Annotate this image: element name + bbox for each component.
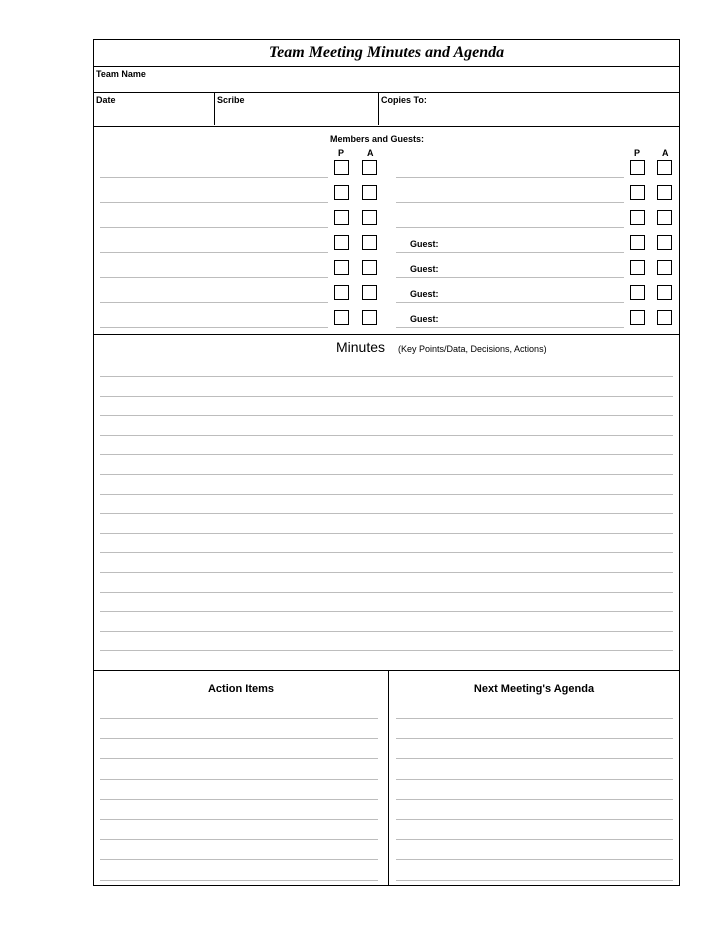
minutes-line[interactable]	[100, 454, 673, 455]
meeting-form	[93, 39, 680, 886]
present-checkbox[interactable]	[630, 310, 645, 325]
minutes-line[interactable]	[100, 494, 673, 495]
minutes-line[interactable]	[100, 435, 673, 436]
present-checkbox[interactable]	[334, 260, 349, 275]
member-name-line[interactable]	[100, 202, 328, 203]
present-checkbox[interactable]	[630, 210, 645, 225]
present-header: P	[634, 148, 641, 158]
member-name-line[interactable]	[396, 227, 624, 228]
minutes-line[interactable]	[100, 396, 673, 397]
minutes-line[interactable]	[100, 474, 673, 475]
copies-to-label: Copies To:	[381, 95, 427, 105]
agenda-item-line[interactable]	[396, 839, 673, 840]
next-agenda-title: Next Meeting's Agenda	[473, 683, 595, 695]
guest-label: Guest:	[410, 314, 439, 324]
absent-checkbox[interactable]	[657, 160, 672, 175]
absent-checkbox[interactable]	[657, 285, 672, 300]
minutes-title: Minutes	[336, 339, 386, 355]
absent-checkbox[interactable]	[657, 260, 672, 275]
action-item-line[interactable]	[100, 799, 378, 800]
member-name-line[interactable]	[396, 252, 624, 253]
minutes-subtitle: (Key Points/Data, Decisions, Actions)	[398, 344, 547, 354]
present-checkbox[interactable]	[334, 160, 349, 175]
minutes-line[interactable]	[100, 611, 673, 612]
action-item-line[interactable]	[100, 758, 378, 759]
member-name-line[interactable]	[100, 177, 328, 178]
member-name-line[interactable]	[396, 302, 624, 303]
absent-checkbox[interactable]	[657, 210, 672, 225]
agenda-item-line[interactable]	[396, 859, 673, 860]
guest-label: Guest:	[410, 239, 439, 249]
member-name-line[interactable]	[100, 277, 328, 278]
member-name-line[interactable]	[396, 277, 624, 278]
guest-label: Guest:	[410, 289, 439, 299]
agenda-item-line[interactable]	[396, 758, 673, 759]
action-item-line[interactable]	[100, 839, 378, 840]
present-checkbox[interactable]	[630, 185, 645, 200]
action-item-line[interactable]	[100, 779, 378, 780]
member-name-line[interactable]	[100, 302, 328, 303]
minutes-line[interactable]	[100, 650, 673, 651]
minutes-line[interactable]	[100, 415, 673, 416]
present-checkbox[interactable]	[334, 210, 349, 225]
member-name-line[interactable]	[100, 327, 328, 328]
member-name-line[interactable]	[396, 327, 624, 328]
member-name-line[interactable]	[396, 202, 624, 203]
team-name-label: Team Name	[96, 69, 146, 79]
absent-checkbox[interactable]	[657, 235, 672, 250]
minutes-line[interactable]	[100, 631, 673, 632]
agenda-item-line[interactable]	[396, 718, 673, 719]
minutes-line[interactable]	[100, 592, 673, 593]
agenda-item-line[interactable]	[396, 799, 673, 800]
form-title: Team Meeting Minutes and Agenda	[268, 44, 505, 61]
action-items-section	[94, 671, 388, 885]
absent-checkbox[interactable]	[362, 285, 377, 300]
absent-checkbox[interactable]	[362, 235, 377, 250]
minutes-line[interactable]	[100, 533, 673, 534]
member-name-line[interactable]	[396, 177, 624, 178]
absent-checkbox[interactable]	[362, 260, 377, 275]
present-checkbox[interactable]	[334, 185, 349, 200]
guest-label: Guest:	[410, 264, 439, 274]
absent-checkbox[interactable]	[362, 310, 377, 325]
action-item-line[interactable]	[100, 880, 378, 881]
absent-checkbox[interactable]	[362, 210, 377, 225]
action-item-line[interactable]	[100, 718, 378, 719]
absent-checkbox[interactable]	[362, 160, 377, 175]
action-item-line[interactable]	[100, 859, 378, 860]
absent-checkbox[interactable]	[657, 310, 672, 325]
present-checkbox[interactable]	[630, 260, 645, 275]
agenda-item-line[interactable]	[396, 779, 673, 780]
agenda-item-line[interactable]	[396, 738, 673, 739]
members-list	[94, 40, 679, 340]
action-item-line[interactable]	[100, 738, 378, 739]
present-header: P	[338, 148, 345, 158]
agenda-item-line[interactable]	[396, 880, 673, 881]
date-label: Date	[96, 95, 116, 105]
present-checkbox[interactable]	[334, 285, 349, 300]
action-items-title: Action Items	[207, 683, 274, 695]
absent-header: A	[662, 148, 669, 158]
agenda-item-line[interactable]	[396, 819, 673, 820]
action-item-line[interactable]	[100, 819, 378, 820]
absent-checkbox[interactable]	[657, 185, 672, 200]
present-checkbox[interactable]	[630, 235, 645, 250]
minutes-line[interactable]	[100, 572, 673, 573]
present-checkbox[interactable]	[630, 160, 645, 175]
member-name-line[interactable]	[100, 227, 328, 228]
next-agenda-section	[389, 671, 679, 885]
absent-header: A	[367, 148, 374, 158]
present-checkbox[interactable]	[630, 285, 645, 300]
minutes-line[interactable]	[100, 513, 673, 514]
member-name-line[interactable]	[100, 252, 328, 253]
members-heading: Members and Guests:	[330, 134, 425, 144]
absent-checkbox[interactable]	[362, 185, 377, 200]
scribe-label: Scribe	[217, 95, 245, 105]
minutes-section	[94, 335, 679, 670]
present-checkbox[interactable]	[334, 310, 349, 325]
minutes-line[interactable]	[100, 376, 673, 377]
minutes-line[interactable]	[100, 552, 673, 553]
present-checkbox[interactable]	[334, 235, 349, 250]
